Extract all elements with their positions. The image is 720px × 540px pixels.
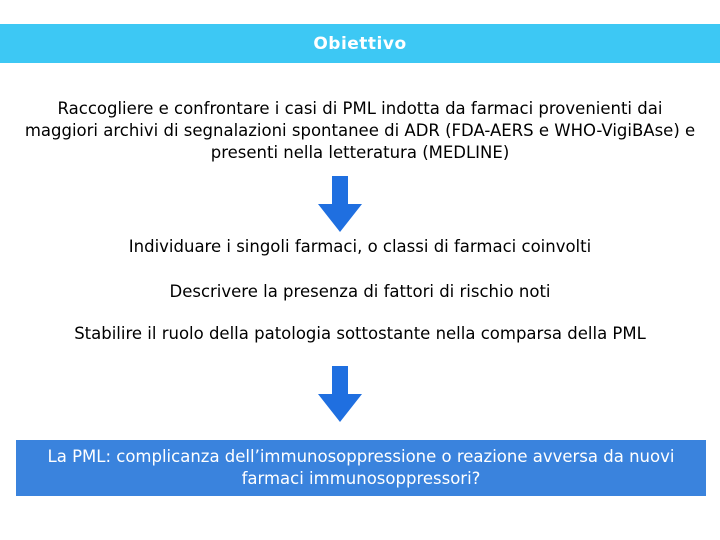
intro-text: Raccogliere e confrontare i casi di PML indotta da farmaci provenienti dai maggiori archivi di segnalazioni spontanee di ADR (FDA-AERS e WHO-VigiBAse) e presenti nella letteratura (MEDLINE) [24, 99, 696, 162]
task-drugs: Individuare i singoli farmaci, o classi di farmaci coinvolti [128, 237, 592, 256]
header-bar [0, 24, 720, 63]
header-title: Obiettivo [313, 33, 407, 54]
down-arrow-icon [318, 366, 362, 422]
conclusion-text: La PML: complicanza dell’immunosoppressione o reazione avversa da nuovi farmaci immunosoppressori? [47, 447, 675, 488]
task-pathology: Stabilire il ruolo della patologia sottostante nella comparsa della PML [74, 324, 646, 343]
conclusion-box [16, 440, 706, 496]
task-risk-factors: Descrivere la presenza di fattori di rischio noti [169, 282, 551, 301]
down-arrow-icon [318, 176, 362, 232]
